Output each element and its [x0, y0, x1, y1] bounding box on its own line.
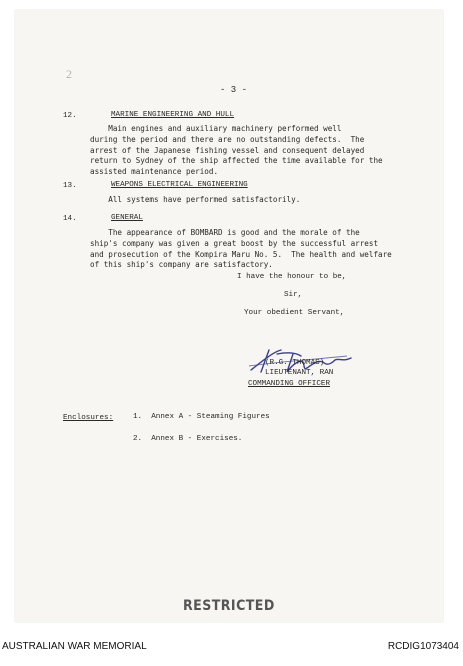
- signatory-name: (R.G. THOMAS): [265, 359, 325, 367]
- page-number: - 3 -: [220, 85, 248, 95]
- signatory-rank: LIEUTENANT, RAN: [265, 369, 334, 377]
- section-number: 13.: [63, 182, 77, 190]
- closing-salutation: Sir,: [284, 291, 303, 299]
- footer-id: RCDIG1073404: [387, 641, 459, 652]
- signatory-title: COMMANDING OFFICER: [248, 380, 331, 388]
- section-body: All systems have performed satisfactorily.: [90, 195, 301, 204]
- restricted-stamp: RESTRICTED: [183, 598, 275, 614]
- section-number: 12.: [63, 112, 77, 120]
- closing-servant: Your obedient Servant,: [244, 309, 345, 317]
- closing-line: I have the honour to be,: [237, 273, 347, 281]
- enclosure-item: 1. Annex A - Steaming Figures: [133, 413, 270, 421]
- section-body: The appearance of BOMBARD is good and the morale of the ship's company was given a great boost by the successful arrest and prosecution of the Kompira Maru No. 5. The health and welfare of this ship's company are satisfactory.: [90, 228, 392, 270]
- section-heading: MARINE ENGINEERING AND HULL: [111, 111, 235, 119]
- pencil-mark: 2: [66, 67, 72, 81]
- enclosures-label: Enclosures:: [63, 414, 114, 422]
- section-number: 14.: [63, 215, 77, 223]
- section-heading: WEAPONS ELECTRICAL ENGINEERING: [111, 181, 248, 189]
- section-heading: GENERAL: [111, 214, 143, 222]
- section-body: Main engines and auxiliary machinery performed well during the period and there are no outstanding defects. The arrest of the Japanese fishing vessel and consequent delayed return to Sydney of the ship affected the time available for the assisted maintenance period.: [90, 124, 383, 177]
- document-page: [15, 10, 443, 622]
- enclosure-item: 2. Annex B - Exercises.: [133, 435, 243, 443]
- footer-source: AUSTRALIAN WAR MEMORIAL: [2, 641, 147, 652]
